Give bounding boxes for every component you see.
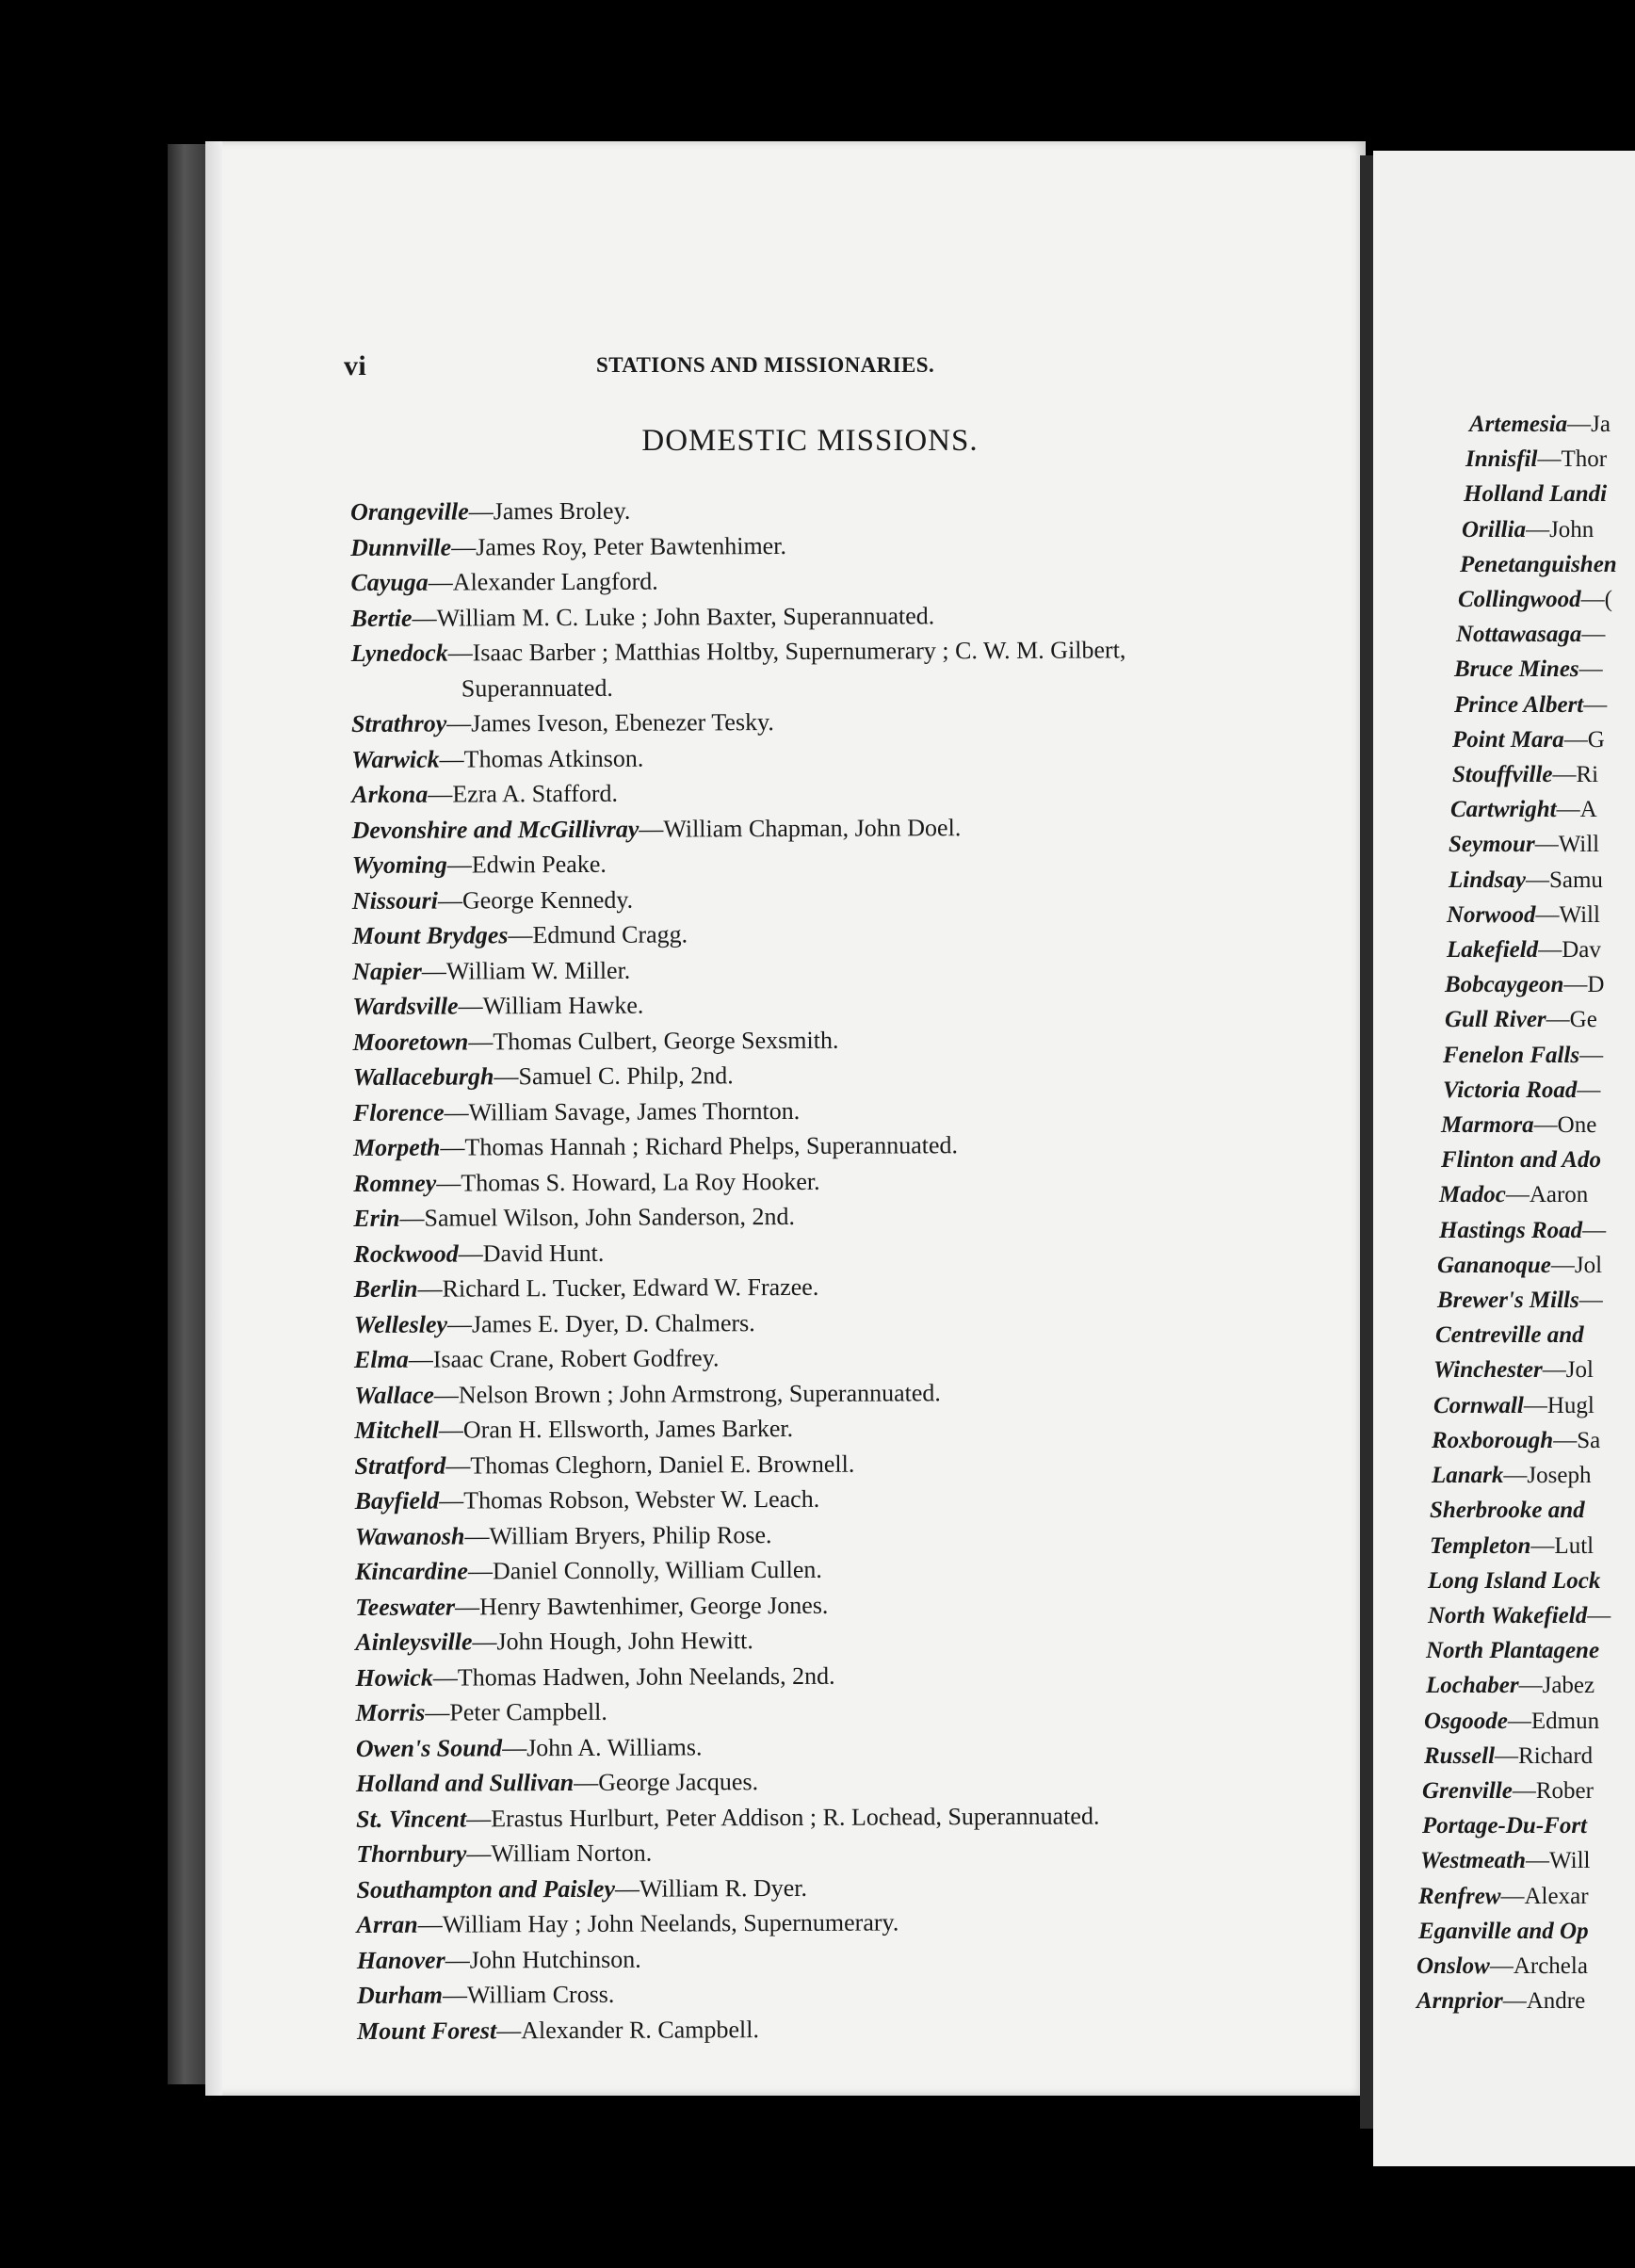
station-name: Osgoode <box>1424 1708 1508 1734</box>
station-name: Berlin <box>353 1274 418 1303</box>
missionary-names: —Edmund Cragg. <box>508 920 688 949</box>
mission-entry <box>355 1656 1353 1695</box>
station-name: Prince Albert <box>1454 691 1584 718</box>
missionary-names: —Thor <box>1537 446 1608 473</box>
station-name: Long Island Lock <box>1428 1567 1601 1594</box>
missionary-names: —William W. Miller. <box>421 956 631 985</box>
station-name: Portage-Du-Fort <box>1422 1813 1587 1839</box>
mission-entry <box>354 1373 1352 1413</box>
right-page-entry <box>1373 1739 1635 1774</box>
station-name: Flinton and Ado <box>1441 1147 1601 1174</box>
right-page-entry <box>1373 1248 1635 1283</box>
right-page-entry <box>1373 1808 1635 1843</box>
station-name: Sherbrooke and <box>1430 1498 1585 1524</box>
missionary-names: —Ja <box>1567 412 1611 437</box>
mission-entry <box>351 702 1350 741</box>
mission-entry <box>352 879 1351 918</box>
station-name: Hanover <box>356 1946 445 1974</box>
mission-entry <box>354 1337 1352 1377</box>
right-page-entry <box>1373 827 1635 862</box>
missionary-names: —One <box>1533 1112 1597 1139</box>
station-name: Stratford <box>354 1451 446 1480</box>
station-name: Wawanosh <box>354 1521 465 1550</box>
missionary-names: —Richard L. Tucker, Edward W. Frazee. <box>417 1272 819 1303</box>
right-page-entry <box>1373 1213 1635 1248</box>
right-page-entry <box>1373 1949 1635 1984</box>
right-page-entry <box>1373 1529 1635 1563</box>
missionary-names: —Thomas Robson, Webster W. Leach. <box>439 1484 820 1515</box>
mission-list <box>350 490 1355 2049</box>
right-page-entry <box>1373 1563 1635 1598</box>
right-page-entry <box>1373 652 1635 687</box>
mission-entry <box>356 1797 1354 1837</box>
mission-entry <box>353 1055 1352 1094</box>
station-name: Mooretown <box>352 1027 469 1056</box>
station-name: Lakefield <box>1447 937 1539 964</box>
right-page-mission-list <box>1373 407 1635 2018</box>
mission-entry <box>355 1585 1353 1625</box>
mission-entry <box>352 843 1351 883</box>
station-name: Nottawasaga <box>1456 622 1582 648</box>
station-name: Owen's Sound <box>355 1733 503 1762</box>
right-page-entry <box>1373 1423 1635 1458</box>
missionary-names: —William Cross. <box>442 1980 615 2009</box>
mission-entry <box>356 1691 1354 1730</box>
missionary-names: —Jol <box>1542 1357 1594 1384</box>
missionary-names: —G <box>1563 726 1605 753</box>
station-name: Napier <box>352 957 422 985</box>
missionary-names: —Samuel Wilson, John Sanderson, 2nd. <box>399 1202 796 1232</box>
right-page-entry <box>1373 1914 1635 1949</box>
right-page-entry <box>1373 1177 1635 1212</box>
missionary-names: —John Hough, John Hewitt. <box>472 1627 753 1656</box>
right-page-entry <box>1373 1353 1635 1387</box>
station-name: Winchester <box>1433 1357 1543 1384</box>
missionary-names: —William Chapman, John Doel. <box>639 813 962 843</box>
mission-entry <box>353 1161 1352 1201</box>
station-name: Gananoque <box>1437 1252 1551 1278</box>
missionary-names: —William Savage, James Thornton. <box>444 1096 801 1126</box>
right-page-entry <box>1373 477 1635 511</box>
mission-entry <box>351 808 1350 848</box>
right-page-entry <box>1373 1318 1635 1353</box>
mission-entry <box>352 1020 1351 1060</box>
station-name: Collingwood <box>1458 587 1581 613</box>
mission-entry <box>352 914 1351 953</box>
station-name: Holland Landi <box>1464 481 1608 508</box>
missionary-names: —John Hutchinson. <box>445 1945 641 1974</box>
station-name: Dunnville <box>350 533 452 561</box>
missionary-names: —Ge <box>1546 1007 1597 1033</box>
right-page-entry <box>1373 407 1635 442</box>
right-page-entry <box>1373 792 1635 827</box>
station-name: Artemesia <box>1469 412 1568 437</box>
left-page-edge <box>205 141 222 2096</box>
right-page-entry <box>1373 757 1635 792</box>
right-page <box>1373 151 1635 2166</box>
missionary-names: —Ri <box>1552 762 1599 788</box>
missionary-names: —John A. Williams. <box>502 1732 703 1761</box>
missionary-names: —Thomas Hannah ; Richard Phelps, Superannuated. <box>440 1131 959 1161</box>
station-name: Lochaber <box>1426 1673 1519 1699</box>
station-name: Eganville and Op <box>1418 1918 1589 1944</box>
station-name: Orangeville <box>350 497 469 526</box>
station-name: Wallace <box>354 1381 434 1409</box>
station-name: Southampton and Paisley <box>356 1874 616 1904</box>
mission-entry <box>354 1303 1352 1342</box>
mission-entry <box>351 772 1350 812</box>
right-page-entry <box>1373 1038 1635 1073</box>
station-name: North Wakefield <box>1428 1602 1588 1628</box>
missionary-names: —James Roy, Peter Bawtenhimer. <box>451 531 786 561</box>
missionary-names: —Alexander Langford. <box>428 567 658 596</box>
missionary-names: —John <box>1526 516 1595 543</box>
missionary-names: —Hugl <box>1523 1392 1595 1418</box>
station-name: Cartwright <box>1450 797 1557 823</box>
mission-entry <box>357 1938 1355 1978</box>
section-title: DOMESTIC MISSIONS. <box>641 424 979 458</box>
missionary-names: —Oran H. Ellsworth, James Barker. <box>438 1414 794 1444</box>
station-name: Wellesley <box>353 1310 448 1338</box>
missionary-names: —D <box>1563 972 1605 998</box>
right-page-entry <box>1373 1493 1635 1528</box>
mission-entry <box>350 490 1349 529</box>
missionary-names: — <box>1587 1602 1611 1628</box>
missionary-names: —Thomas Cleghorn, Daniel E. Brownell. <box>445 1450 855 1480</box>
missionary-names: —Daniel Connolly, William Cullen. <box>467 1555 822 1585</box>
mission-entry <box>353 1126 1352 1165</box>
missionary-names: — <box>1582 1217 1607 1243</box>
right-page-entry <box>1373 1283 1635 1318</box>
station-name: Teeswater <box>355 1593 456 1621</box>
station-name: Strathroy <box>350 709 447 737</box>
mission-entry <box>355 1515 1353 1554</box>
missionary-names: —Sa <box>1553 1427 1601 1453</box>
missionary-names: Superannuated. <box>461 673 613 702</box>
station-name: Rockwood <box>353 1239 459 1268</box>
missionary-names: —Henry Bawtenhimer, George Jones. <box>455 1591 829 1621</box>
station-name: Lynedock <box>350 639 448 667</box>
book-spine <box>168 144 205 2084</box>
mission-entry <box>353 1196 1352 1236</box>
missionary-names: —A <box>1556 797 1597 823</box>
missionary-names: —James Broley. <box>468 496 631 526</box>
missionary-names: —Thomas Atkinson. <box>439 744 644 773</box>
missionary-names: —Erastus Hurlburt, Peter Addison ; R. Lochead, Superannuated. <box>466 1802 1100 1832</box>
station-name: Innisfil <box>1465 446 1538 473</box>
missionary-names: —James Iveson, Ebenezer Tesky. <box>446 708 774 737</box>
right-page-entry <box>1373 547 1635 582</box>
right-page-entry <box>1373 1142 1635 1177</box>
right-page-entry <box>1373 1458 1635 1493</box>
right-page-entry <box>1373 1388 1635 1423</box>
missionary-names: —Alexar <box>1500 1883 1589 1909</box>
page-gutter <box>1360 155 1373 2129</box>
missionary-names: —James E. Dyer, D. Chalmers. <box>446 1308 755 1338</box>
station-name: Grenville <box>1422 1777 1513 1804</box>
station-name: Seymour <box>1449 832 1535 858</box>
station-name: Norwood <box>1447 901 1536 928</box>
missionary-names: —Will <box>1535 901 1600 928</box>
station-name: Roxborough <box>1432 1427 1554 1453</box>
mission-entry <box>354 1267 1352 1306</box>
station-name: Renfrew <box>1418 1883 1501 1909</box>
mission-entry <box>353 1232 1352 1272</box>
station-name: Madoc <box>1439 1182 1506 1208</box>
station-name: Fenelon Falls <box>1443 1042 1580 1068</box>
station-name: Mount Forest <box>357 2016 497 2045</box>
missionary-names: — <box>1583 691 1608 718</box>
station-name: Marmora <box>1441 1112 1534 1139</box>
missionary-names: —William Norton. <box>466 1839 653 1868</box>
mission-entry <box>350 596 1349 636</box>
mission-entry <box>355 1620 1353 1660</box>
missionary-names: —Samuel C. Philp, 2nd. <box>494 1061 734 1091</box>
missionary-names: —Alexander R. Campbell. <box>496 2015 760 2044</box>
station-name: Morris <box>355 1698 426 1726</box>
missionary-names: —Ezra A. Stafford. <box>428 779 619 808</box>
missionary-names: —Richard <box>1495 1742 1594 1769</box>
right-page-entry <box>1373 863 1635 898</box>
station-name: Victoria Road <box>1443 1077 1578 1103</box>
station-name: Lindsay <box>1449 867 1526 893</box>
right-page-entry <box>1373 1668 1635 1703</box>
right-page-entry <box>1373 1774 1635 1808</box>
station-name: Russell <box>1424 1742 1496 1769</box>
station-name: North Plantagene <box>1426 1638 1600 1664</box>
right-page-entry <box>1373 442 1635 477</box>
station-name: Nissouri <box>351 886 438 915</box>
mission-entry <box>353 1091 1352 1130</box>
right-page-entry <box>1373 1073 1635 1108</box>
station-name: Point Mara <box>1452 726 1564 753</box>
mission-entry <box>350 560 1349 600</box>
missionary-names: —Rober <box>1512 1777 1594 1804</box>
station-name: Westmeath <box>1420 1848 1527 1874</box>
right-page-entry <box>1373 1598 1635 1633</box>
station-name: Wyoming <box>351 850 447 879</box>
station-name: Erin <box>353 1204 400 1232</box>
station-name: St. Vincent <box>356 1804 467 1833</box>
missionary-names: —William Hawke. <box>458 991 644 1020</box>
missionary-names: — <box>1578 1288 1603 1314</box>
mission-entry <box>352 949 1351 989</box>
station-name: Wallaceburgh <box>352 1062 494 1091</box>
station-name: Brewer's Mills <box>1437 1288 1579 1314</box>
station-name: Stouffville <box>1452 762 1553 788</box>
right-page-entry <box>1373 967 1635 1002</box>
right-page-entry <box>1373 1704 1635 1739</box>
missionary-names: —Will <box>1526 1848 1591 1874</box>
right-page-entry <box>1373 582 1635 617</box>
station-name: Cornwall <box>1433 1392 1524 1418</box>
right-page-entry <box>1373 1879 1635 1914</box>
station-name: Howick <box>355 1663 433 1692</box>
missionary-names: —( <box>1580 587 1612 613</box>
mission-entry <box>357 2009 1355 2049</box>
right-page-entry <box>1373 1002 1635 1037</box>
missionary-names: — <box>1578 656 1603 683</box>
missionary-names: —Thomas Hadwen, John Neelands, 2nd. <box>432 1661 835 1692</box>
station-name: Hastings Road <box>1439 1217 1583 1243</box>
station-name: Lanark <box>1432 1463 1504 1489</box>
mission-entry <box>356 1761 1354 1801</box>
missionary-names: — <box>1577 1077 1601 1103</box>
missionary-names: —Joseph <box>1503 1463 1592 1489</box>
right-page-entry <box>1373 617 1635 652</box>
mission-entry <box>352 984 1351 1024</box>
missionary-names: —Andre <box>1502 1988 1586 2015</box>
mission-entry <box>354 1408 1352 1448</box>
mission-entry <box>351 737 1350 777</box>
right-page-entry <box>1373 1108 1635 1142</box>
missionary-names: —Lutl <box>1530 1532 1595 1559</box>
station-name: Wardsville <box>352 992 459 1020</box>
station-name: Centreville and <box>1435 1322 1584 1349</box>
missionary-names: —David Hunt. <box>458 1239 605 1268</box>
missionary-names: —Jol <box>1550 1252 1603 1278</box>
station-name: Warwick <box>351 745 440 773</box>
missionary-names: —Edmun <box>1507 1708 1600 1734</box>
page-number: vi <box>344 350 367 381</box>
station-name: Devonshire and McGillivray <box>351 815 639 844</box>
station-name: Bertie <box>350 604 413 632</box>
right-page-entry <box>1373 932 1635 967</box>
station-name: Morpeth <box>352 1133 441 1161</box>
missionary-names: —Will <box>1534 832 1600 858</box>
station-name: Arkona <box>351 780 429 808</box>
station-name: Cayuga <box>350 568 429 596</box>
station-name: Arnprior <box>1416 1988 1503 2015</box>
station-name: Penetanguishen <box>1460 551 1617 577</box>
station-name: Kincardine <box>354 1557 468 1585</box>
right-page-entry <box>1373 898 1635 932</box>
station-name: Romney <box>353 1169 437 1197</box>
missionary-names: —Peter Campbell. <box>425 1697 607 1726</box>
station-name: Ainleysville <box>355 1628 473 1656</box>
mission-entry <box>350 526 1349 565</box>
running-head-title: STATIONS AND MISSIONARIES. <box>596 353 935 377</box>
mission-entry <box>356 1868 1354 1907</box>
station-name: Holland and Sullivan <box>355 1768 575 1797</box>
station-name: Elma <box>353 1345 409 1373</box>
station-name: Onslow <box>1416 1952 1490 1979</box>
station-name: Bayfield <box>354 1486 440 1515</box>
mission-entry <box>355 1549 1353 1589</box>
right-page-entry <box>1373 1843 1635 1878</box>
station-name: Florence <box>352 1098 445 1126</box>
missionary-names: — <box>1581 622 1606 648</box>
mission-entry <box>355 1479 1353 1518</box>
missionary-names: —Isaac Crane, Robert Godfrey. <box>408 1344 720 1373</box>
missionary-names: —Samu <box>1525 867 1603 893</box>
station-name: Mitchell <box>354 1416 439 1444</box>
mission-entry <box>356 1832 1354 1871</box>
missionary-names: —William M. C. Luke ; John Baxter, Superannuated. <box>412 601 935 632</box>
missionary-names: —Nelson Brown ; John Armstrong, Superannuated. <box>433 1378 941 1409</box>
mission-entry <box>357 1903 1355 1942</box>
station-name: Mount Brydges <box>351 921 509 949</box>
station-name: Durham <box>356 1981 444 2009</box>
right-page-entry <box>1373 1984 1635 2018</box>
missionary-names: —Thomas S. Howard, La Roy Hooker. <box>436 1167 820 1197</box>
station-name: Templeton <box>1430 1532 1531 1559</box>
right-page-entry <box>1373 688 1635 722</box>
missionary-names: —George Kennedy. <box>437 885 634 915</box>
mission-entry <box>357 1973 1355 2013</box>
missionary-names: —William R. Dyer. <box>614 1873 808 1903</box>
station-name: Bobcaygeon <box>1445 972 1564 998</box>
missionary-names: —Isaac Barber ; Matthias Holtby, Supernumerary ; C. W. M. Gilbert, <box>447 636 1126 667</box>
missionary-names: — <box>1579 1042 1604 1068</box>
missionary-names: —Aaron <box>1505 1182 1589 1208</box>
missionary-names: —Dav <box>1538 937 1601 964</box>
mission-entry <box>351 667 1350 706</box>
missionary-names: —Jabez <box>1518 1673 1595 1699</box>
mission-entry <box>356 1726 1354 1766</box>
right-page-entry <box>1373 722 1635 757</box>
right-page-entry <box>1373 1633 1635 1668</box>
right-page-entry <box>1373 512 1635 547</box>
missionary-names: —George Jacques. <box>574 1768 759 1796</box>
mission-entry <box>354 1444 1352 1483</box>
missionary-names: —Archela <box>1489 1952 1588 1979</box>
station-name: Gull River <box>1445 1007 1546 1033</box>
station-name: Bruce Mines <box>1454 656 1579 683</box>
missionary-names: —Thomas Culbert, George Sexsmith. <box>468 1026 839 1055</box>
station-name: Thornbury <box>356 1839 467 1868</box>
missionary-names: —Edwin Peake. <box>446 850 607 879</box>
mission-entry <box>351 631 1350 671</box>
station-name: Orillia <box>1462 516 1527 543</box>
missionary-names: —William Bryers, Philip Rose. <box>464 1520 772 1549</box>
station-name: Arran <box>356 1910 418 1938</box>
missionary-names: —William Hay ; John Neelands, Supernumerary. <box>417 1908 899 1938</box>
